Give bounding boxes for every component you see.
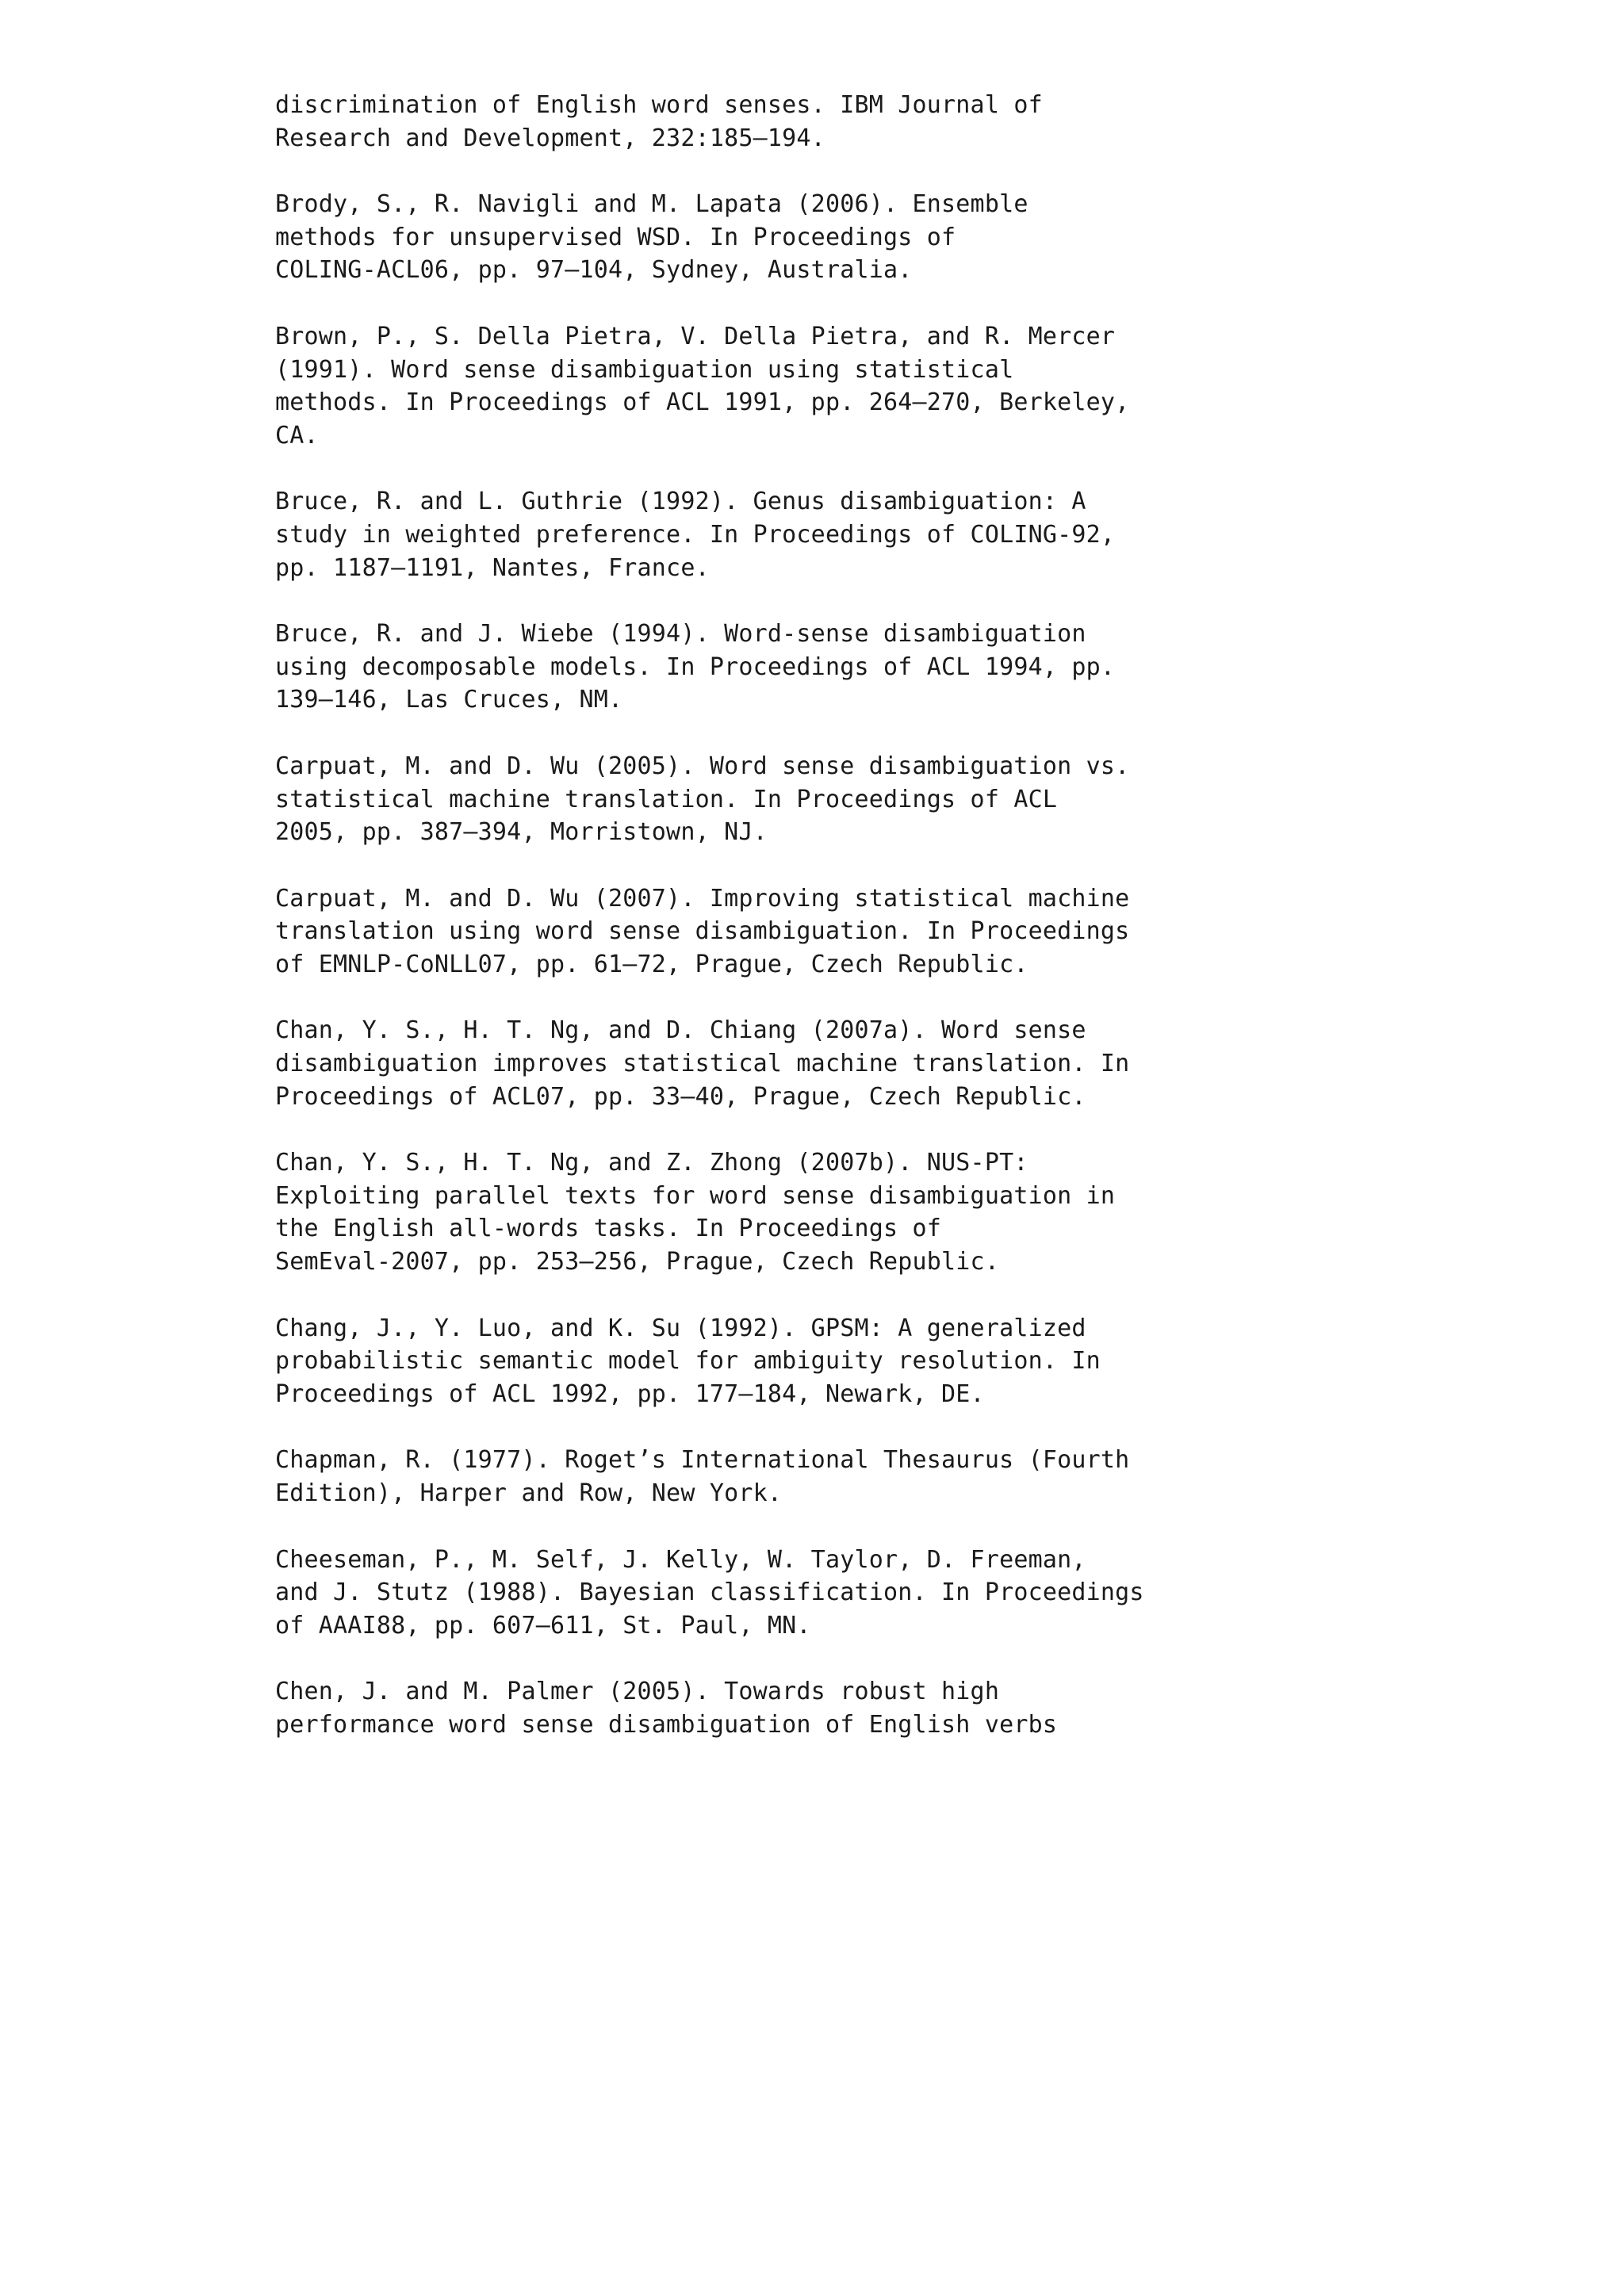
reference-entry	[275, 1014, 1401, 1113]
reference-text-line: methods. In Proceedings of ACL 1991, pp. 264–270, Berkeley,	[275, 388, 1130, 417]
reference-text-line: Chan, Y. S., H. T. Ng, and D. Chiang (2007a). Word sense	[275, 1016, 1086, 1045]
reference-text-line: Carpuat, M. and D. Wu (2007). Improving statistical machine	[275, 884, 1130, 913]
reference-text-line: statistical machine translation. In Proceedings of ACL	[275, 785, 1058, 813]
reference-text-line: Carpuat, M. and D. Wu (2005). Word sense disambiguation vs.	[275, 752, 1130, 780]
reference-text-line: study in weighted preference. In Proceedings of COLING-92,	[275, 520, 1116, 549]
reference-text-line: disambiguation improves statistical machine translation. In	[275, 1050, 1130, 1078]
reference-text-line: 139–146, Las Cruces, NM.	[275, 686, 623, 714]
reference-entry	[275, 1146, 1401, 1278]
reference-text-line: Brown, P., S. Della Pietra, V. Della Pietra, and R. Mercer	[275, 322, 1116, 350]
reference-text-line: SemEval-2007, pp. 253–256, Prague, Czech Republic.	[275, 1248, 1000, 1276]
reference-text-line: COLING-ACL06, pp. 97–104, Sydney, Australia.	[275, 256, 913, 285]
reference-text-line: performance word sense disambiguation of English verbs	[275, 1710, 1058, 1739]
reference-entry	[275, 1544, 1401, 1643]
reference-text-line: probabilistic semantic model for ambiguity resolution. In	[275, 1347, 1101, 1376]
reference-text-line: Edition), Harper and Row, New York.	[275, 1479, 783, 1507]
reference-entry	[275, 1444, 1401, 1510]
reference-entry	[275, 750, 1401, 849]
reference-text-line: methods for unsupervised WSD. In Proceedings of	[275, 223, 956, 251]
reference-list	[275, 89, 1401, 1775]
reference-text-line: Research and Development, 232:185–194.	[275, 124, 825, 152]
reference-entry	[275, 89, 1401, 155]
reference-text-line: Bruce, R. and J. Wiebe (1994). Word-sense disambiguation	[275, 620, 1086, 649]
reference-text-line: Bruce, R. and L. Guthrie (1992). Genus disambiguation: A	[275, 488, 1086, 516]
reference-text-line: Proceedings of ACL 1992, pp. 177–184, Newark, DE.	[275, 1380, 985, 1408]
reference-text-line: of AAAI88, pp. 607–611, St. Paul, MN.	[275, 1611, 811, 1640]
reference-text-line: translation using word sense disambiguation. In Proceedings	[275, 917, 1130, 946]
reference-text-line: the English all-words tasks. In Proceedings of	[275, 1215, 942, 1243]
reference-text-line: and J. Stutz (1988). Bayesian classification. In Proceedings	[275, 1578, 1144, 1607]
reference-entry	[275, 1675, 1401, 1741]
reference-text-line: of EMNLP-CoNLL07, pp. 61–72, Prague, Czech Republic.	[275, 950, 1028, 978]
reference-text-line: Cheeseman, P., M. Self, J. Kelly, W. Taylor, D. Freeman,	[275, 1545, 1086, 1574]
reference-entry	[275, 618, 1401, 717]
reference-entry	[275, 320, 1401, 452]
reference-text-line: Chapman, R. (1977). Roget’s International Thesaurus (Fourth	[275, 1446, 1130, 1475]
reference-entry	[275, 1312, 1401, 1411]
reference-text-line: Brody, S., R. Navigli and M. Lapata (2006). Ensemble	[275, 190, 1028, 219]
reference-text-line: discrimination of English word senses. IBM Journal of	[275, 91, 1043, 119]
reference-text-line: using decomposable models. In Proceedings of ACL 1994, pp.	[275, 652, 1116, 681]
reference-text-line: Chan, Y. S., H. T. Ng, and Z. Zhong (2007b). NUS-PT:	[275, 1149, 1028, 1177]
reference-entry	[275, 188, 1401, 287]
reference-text-line: Proceedings of ACL07, pp. 33–40, Prague, Czech Republic.	[275, 1082, 1086, 1111]
reference-entry	[275, 882, 1401, 982]
reference-text-line: 2005, pp. 387–394, Morristown, NJ.	[275, 818, 768, 847]
reference-text-line: Exploiting parallel texts for word sense disambiguation in	[275, 1181, 1116, 1210]
reference-text-line: CA.	[275, 421, 319, 450]
reference-text-line: Chen, J. and M. Palmer (2005). Towards robust high	[275, 1678, 1000, 1706]
reference-entry	[275, 485, 1401, 584]
reference-text-line: Chang, J., Y. Luo, and K. Su (1992). GPSM: A generalized	[275, 1314, 1086, 1342]
reference-text-line: pp. 1187–1191, Nantes, France.	[275, 553, 710, 582]
reference-text-line: (1991). Word sense disambiguation using statistical	[275, 355, 1014, 384]
